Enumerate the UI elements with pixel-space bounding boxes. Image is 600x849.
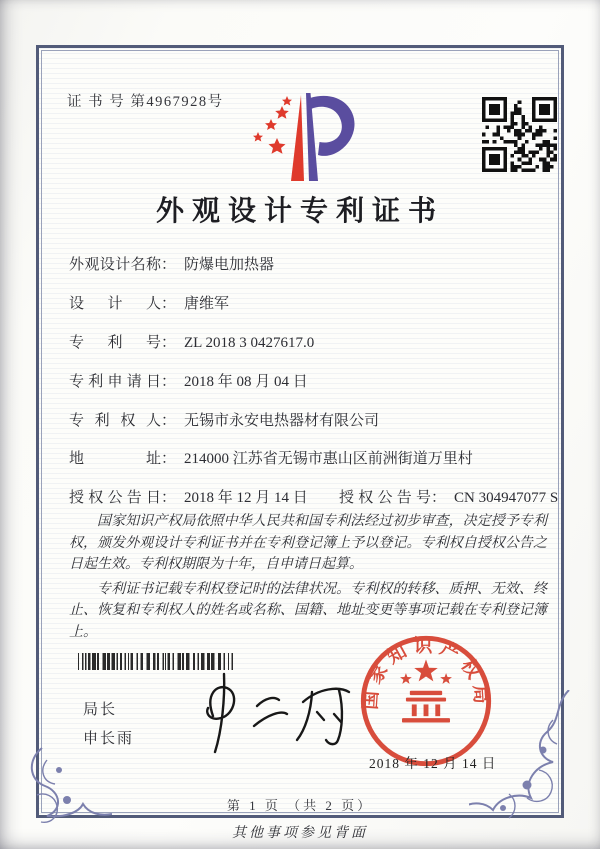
field-patentee: [69, 409, 379, 430]
field-application-date: [69, 370, 308, 391]
field-value: 无锡市永安电热器材有限公司: [184, 413, 380, 429]
field-colon: ：: [161, 257, 177, 273]
certificate-title: 外观设计专利证书: [155, 196, 444, 227]
field-label: 专利号: [69, 335, 161, 351]
field-value: 唐维军: [184, 296, 230, 312]
grant-number-value: CN 304947077 S: [454, 490, 559, 506]
field-colon: ：: [161, 451, 177, 467]
certificate-number: 证 书 号 第4967928号: [67, 94, 224, 110]
seal-arc-text: 国家知识产权局: [360, 636, 492, 711]
field-label: 专利申请日: [69, 374, 161, 390]
field-label: 专利权人: [69, 413, 161, 429]
field-value: 214000 江苏省无锡市惠山区前洲街道万里村: [184, 451, 473, 467]
back-note: 其他事项参见背面: [232, 826, 368, 841]
cnipa-logo-icon: [244, 88, 369, 186]
grant-date-value: 2018 年 12 月 14 日: [184, 490, 308, 506]
field-label: 设计人: [69, 296, 161, 312]
signer-title: 局长: [83, 702, 118, 718]
certificate-frame: [36, 45, 564, 818]
field-colon: ：: [161, 335, 177, 351]
field-grant: [69, 486, 559, 507]
qr-code: [482, 97, 557, 172]
field-label: 地址: [69, 451, 161, 467]
field-value: 2018 年 08 月 04 日: [184, 374, 308, 390]
page-number: 第 1 页 （共 2 页）: [226, 798, 374, 813]
legal-text: [69, 511, 547, 646]
legal-paragraph-2: 专利证书记载专利权登记时的法律状况。专利权的转移、质押、无效、终止、恢复和专利权人的姓名或名称、国籍、地址变更等事项记载在专利登记簿上。: [69, 581, 547, 640]
qr-code-icon: [482, 97, 557, 172]
grant-number-label: 授权公告号: [339, 490, 431, 506]
field-value: ZL 2018 3 0427617.0: [184, 335, 315, 351]
field-colon: ：: [161, 413, 177, 429]
signer-name: 申长雨: [83, 731, 135, 748]
field-designer: [69, 292, 229, 313]
field-colon: ：: [161, 374, 177, 390]
grant-number-group: [339, 486, 558, 507]
field-design-name: [69, 253, 274, 274]
field-colon: ：: [431, 490, 447, 506]
seal-date: 2018 年 12 月 14 日: [369, 756, 497, 771]
field-patent-number: [69, 331, 314, 352]
field-address: [69, 447, 473, 468]
field-label: 外观设计名称: [69, 257, 161, 273]
grant-date-label: 授权公告日: [69, 490, 161, 506]
legal-paragraph-1: 国家知识产权局依照中华人民共和国专利法经过初步审查，决定授予专利权，颁发外观设计专利证书并在专利登记簿上予以登记。专利权自授权公告之日起生效。专利权期限为十年，自申请日起算。: [69, 514, 547, 572]
field-colon: ：: [161, 490, 177, 506]
field-value: 防爆电加热器: [184, 257, 275, 273]
handwritten-signature-icon: [191, 668, 356, 760]
seal-emblem: [400, 659, 452, 722]
field-colon: ：: [161, 296, 177, 312]
logo-stars: [253, 96, 292, 154]
